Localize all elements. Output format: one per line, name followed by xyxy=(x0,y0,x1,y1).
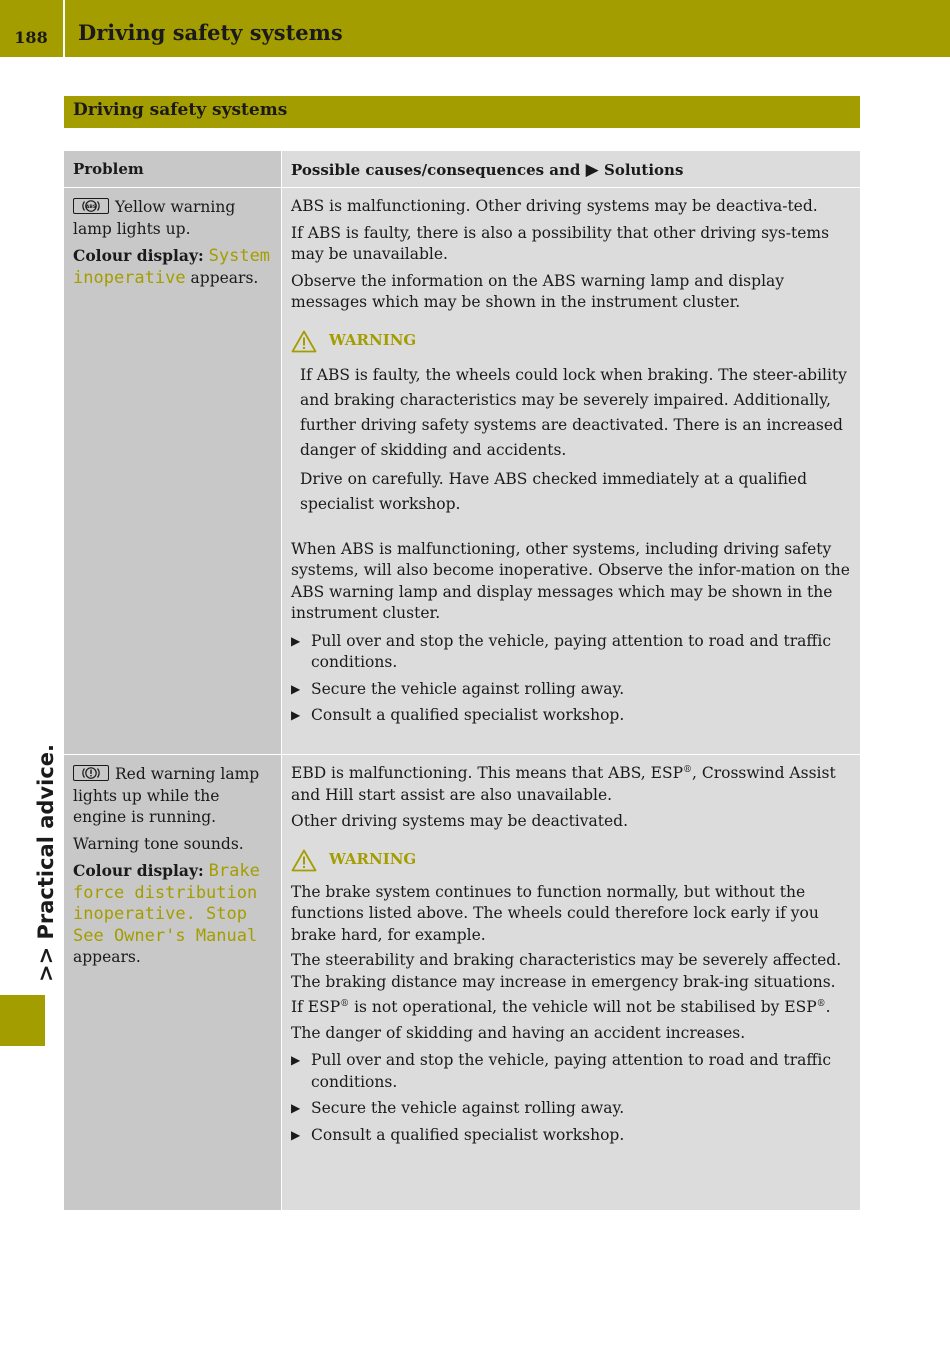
problem-cell xyxy=(64,188,282,754)
cause-text: ABS is malfunctioning. Other driving systems may be deactiva-ted. xyxy=(291,197,818,215)
svg-text:ABS: ABS xyxy=(85,205,97,210)
warning-text: The steerability and braking characteristics may be severely affected. The braking distance may increase in emergency brak-ing situations. xyxy=(291,951,842,991)
table-row xyxy=(64,755,860,1211)
column-header-problem: Problem xyxy=(64,151,282,187)
colour-display-label: Colour display: xyxy=(73,246,204,265)
warning-text: If ESP® is not operational, the vehicle will not be stabilised by ESP®. xyxy=(291,998,831,1016)
warning-triangle-icon xyxy=(291,330,317,353)
section-title: Driving safety systems xyxy=(73,100,288,120)
warning-text: If ABS is faulty, the wheels could lock when braking. The steer-ability and braking characteristics may be severely impaired. Additionally, further driving safety systems are deactivated. There is an increased danger of skidding and accidents. xyxy=(300,365,847,459)
list-item: ▶ Consult a qualified specialist workshop. xyxy=(291,1125,851,1147)
brake-warning-lamp-icon xyxy=(73,765,109,781)
list-item: ▶ Consult a qualified specialist workshop. xyxy=(291,705,851,727)
display-message: System inoperative xyxy=(73,246,271,288)
warning-label: WARNING xyxy=(329,331,417,350)
list-item: ▶ Secure the vehicle against rolling away. xyxy=(291,1098,851,1120)
list-item: ▶ Pull over and stop the vehicle, paying attention to road and traffic conditions. xyxy=(291,631,851,674)
problem-description: Yellow warning lamp lights up. xyxy=(73,198,236,238)
warning-triangle-icon xyxy=(291,849,317,872)
section-heading-bar xyxy=(64,96,860,128)
chapter-tab-marker xyxy=(0,995,45,1046)
page-title: Driving safety systems xyxy=(78,20,343,45)
warning-text: Drive on carefully. Have ABS checked immediately at a qualified specialist workshop. xyxy=(300,469,808,513)
cause-text: When ABS is malfunctioning, other systems, including driving safety systems, will also become inoperative. Observe the infor-mation on the ABS warning lamp and display messages which may be shown in the instrument cluster. xyxy=(291,539,850,622)
page-number: 188 xyxy=(14,28,48,47)
list-item: ▶ Pull over and stop the vehicle, paying attention to road and traffic conditions. xyxy=(291,1050,851,1093)
colour-display-label: Colour display: xyxy=(73,861,204,880)
problem-description: Red warning lamp lights up while the engine is running. xyxy=(73,765,260,826)
cause-text: EBD is malfunctioning. This means that ABS, ESP®, Crosswind Assist and Hill start assist are also unavailable. xyxy=(291,764,836,804)
appears-text: appears. xyxy=(190,268,259,287)
warning-text: The danger of skidding and having an accident increases. xyxy=(291,1023,746,1042)
solution-cell xyxy=(282,755,860,1210)
warning-label: WARNING xyxy=(329,850,417,869)
tone-text: Warning tone sounds. xyxy=(73,834,244,853)
abs-warning-lamp-icon xyxy=(73,198,109,214)
solution-steps xyxy=(291,1050,851,1146)
table-header-row xyxy=(64,151,860,188)
warning-heading xyxy=(291,849,851,872)
display-message: Brake force distribution inoperative. Stop See Owner's Manual xyxy=(73,861,260,946)
troubleshooting-table xyxy=(64,151,860,1211)
header-divider xyxy=(63,0,65,57)
column-header-solutions: Possible causes/consequences and ▶ Solutions xyxy=(291,160,684,180)
cause-text: If ABS is faulty, there is also a possibility that other driving sys-tems may be unavailable. xyxy=(291,223,830,263)
solution-cell xyxy=(282,188,860,754)
warning-heading xyxy=(291,330,851,353)
warning-text: The brake system continues to function normally, but without the functions listed above. The wheels could therefore lock early if you brake hard, for example. xyxy=(291,882,819,944)
solution-arrow-icon: ▶ xyxy=(585,160,599,180)
warning-body xyxy=(291,363,851,517)
warning-body xyxy=(291,882,851,1045)
chapter-side-label: >> Practical advice. xyxy=(34,744,58,982)
table-row xyxy=(64,188,860,755)
cause-text: Observe the information on the ABS warning lamp and display messages which may be shown in the instrument cluster. xyxy=(291,271,785,311)
appears-text: appears. xyxy=(73,948,141,966)
cause-text: Other driving systems may be deactivated. xyxy=(291,812,629,830)
solution-steps xyxy=(291,631,851,727)
problem-cell xyxy=(64,755,282,1210)
page-header-bar xyxy=(0,0,950,57)
list-item: ▶ Secure the vehicle against rolling away. xyxy=(291,679,851,701)
